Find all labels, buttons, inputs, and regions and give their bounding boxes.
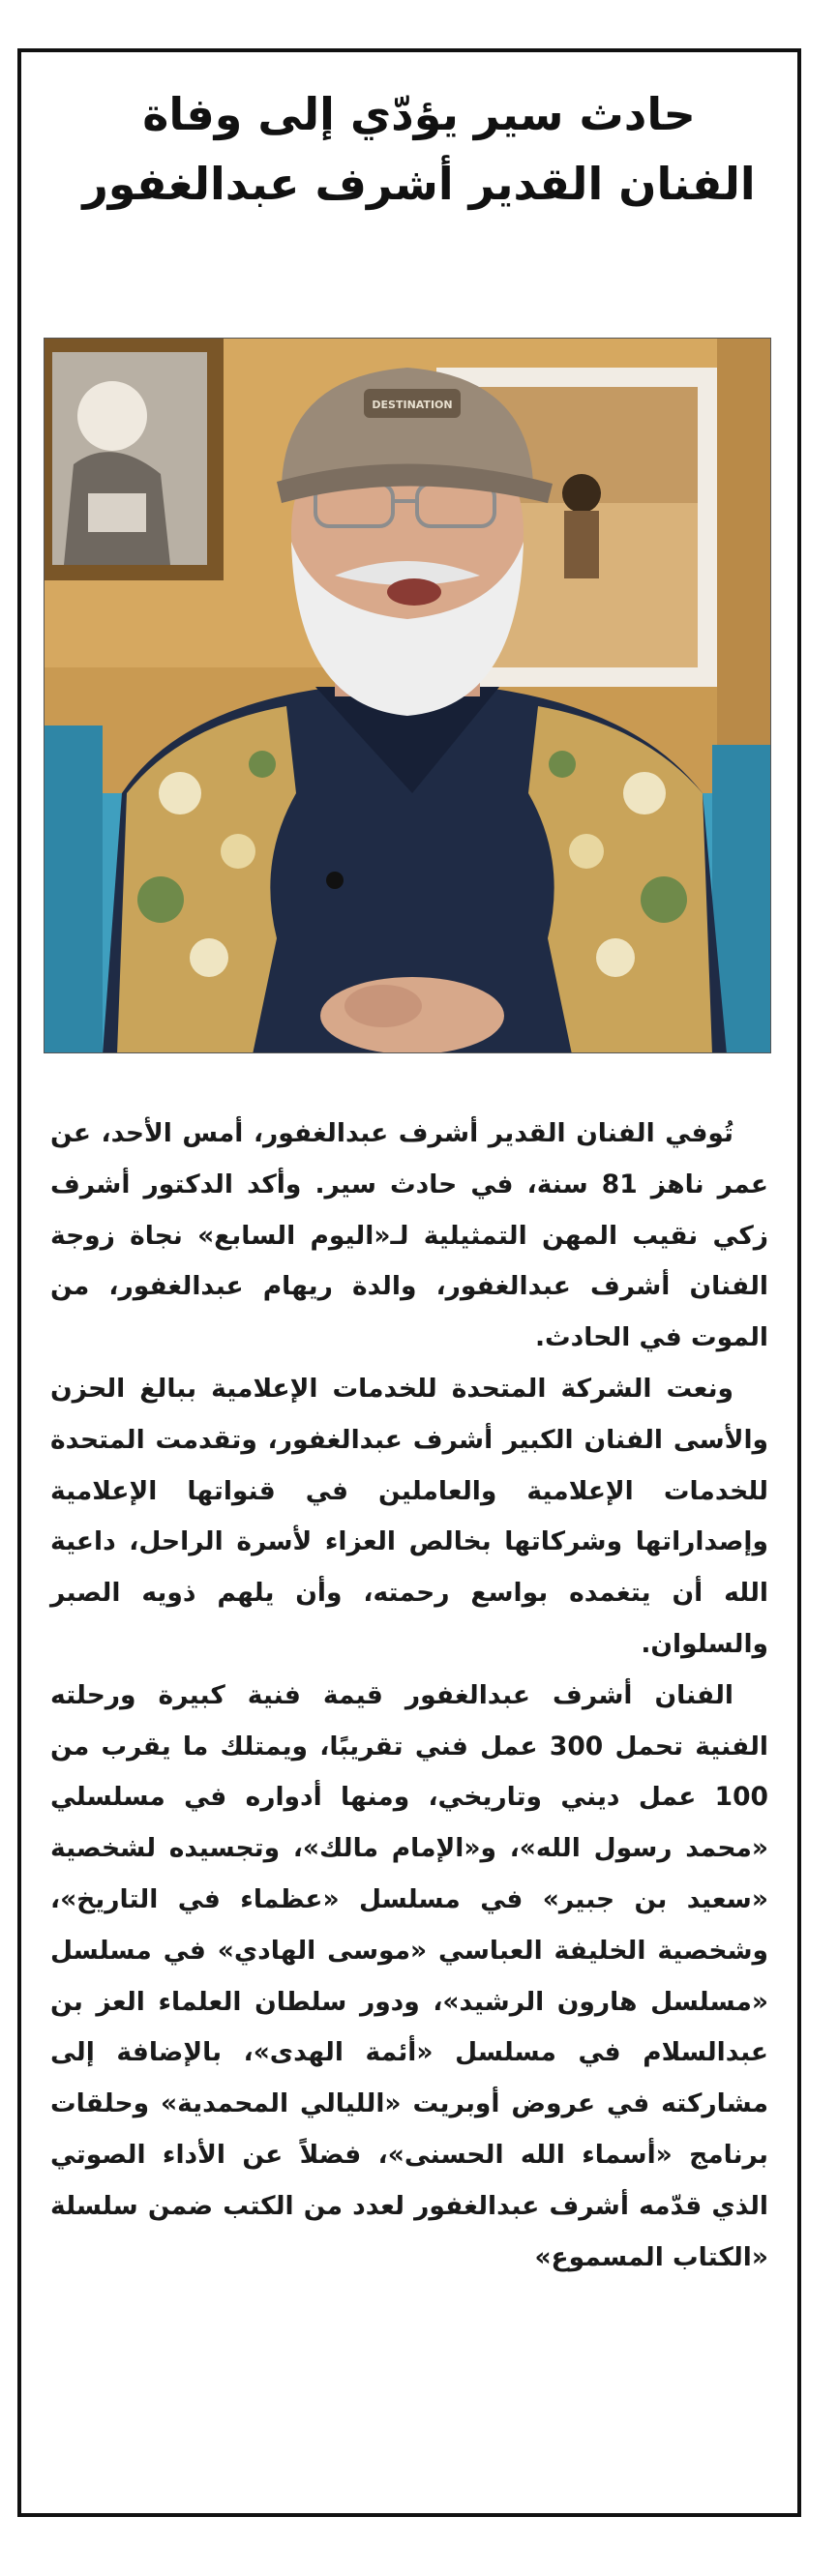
portrait-illustration [45,339,771,1053]
headline-line-2: الفنان القدير أشرف عبدالغفور [82,158,756,210]
wall-picture-left [45,339,224,580]
headline [39,79,799,219]
article-photo [44,338,771,1053]
cap-patch-text: DESTINATION [372,399,453,411]
paragraph-1: تُوفي الفنان القدير أشرف عبدالغفور، أمس الأحد، عن عمر ناهز 81 سنة، في حادث سير. وأكد الدكتور أشرف زكي نقيب المهن التمثيلية لـ«اليوم السابع» نجاة زوجة الفنان أشرف عبدالغفور، والدة ريهام عبدالغفور، من الموت في الحادث. [50,1118,768,1353]
paragraph-2: ونعت الشركة المتحدة للخدمات الإعلامية ببالغ الحزن والأسى الفنان الكبير أشرف عبدالغفور، وتقدمت المتحدة للخدمات الإعلامية والعاملين في قنواتها الإعلامية وإصداراتها وشركاتها بخالص العزاء لأسرة الراحل، داعية الله أن يتغمده بواسع رحمته، وأن يلهم ذويه الصبر والسلوان. [50,1373,768,1659]
article-body [50,1109,768,2283]
paragraph-3: الفنان أشرف عبدالغفور قيمة فنية كبيرة ورحلته الفنية تحمل 300 عمل فني تقريبًا، ويمتلك ما يقرب من 100 عمل ديني وتاريخي، ومنها أدواره في مسلسلي «محمد رسول الله»، و«الإمام مالك»، وتجسيده لشخصية «سعيد بن جبير» في مسلسل «عظماء في التاريخ»، وشخصية الخليفة العباسي «موسى الهادي» في مسلسل «مسلسل هارون الرشيد»، ودور سلطان العلماء العز بن عبدالسلام في مسلسل «أئمة الهدى»، بالإضافة إلى مشاركته في عروض أوبريت «الليالي المحمدية» وحلقات برنامج «أسماء الله الحسنى»، فضلاً عن الأداء الصوتي الذي قدّمه أشرف عبدالغفور لعدد من الكتب ضمن سلسلة «الكتاب المسموع» [50,1679,769,2272]
headline-line-1: حادث سير يؤدّي إلى وفاة [142,88,696,140]
